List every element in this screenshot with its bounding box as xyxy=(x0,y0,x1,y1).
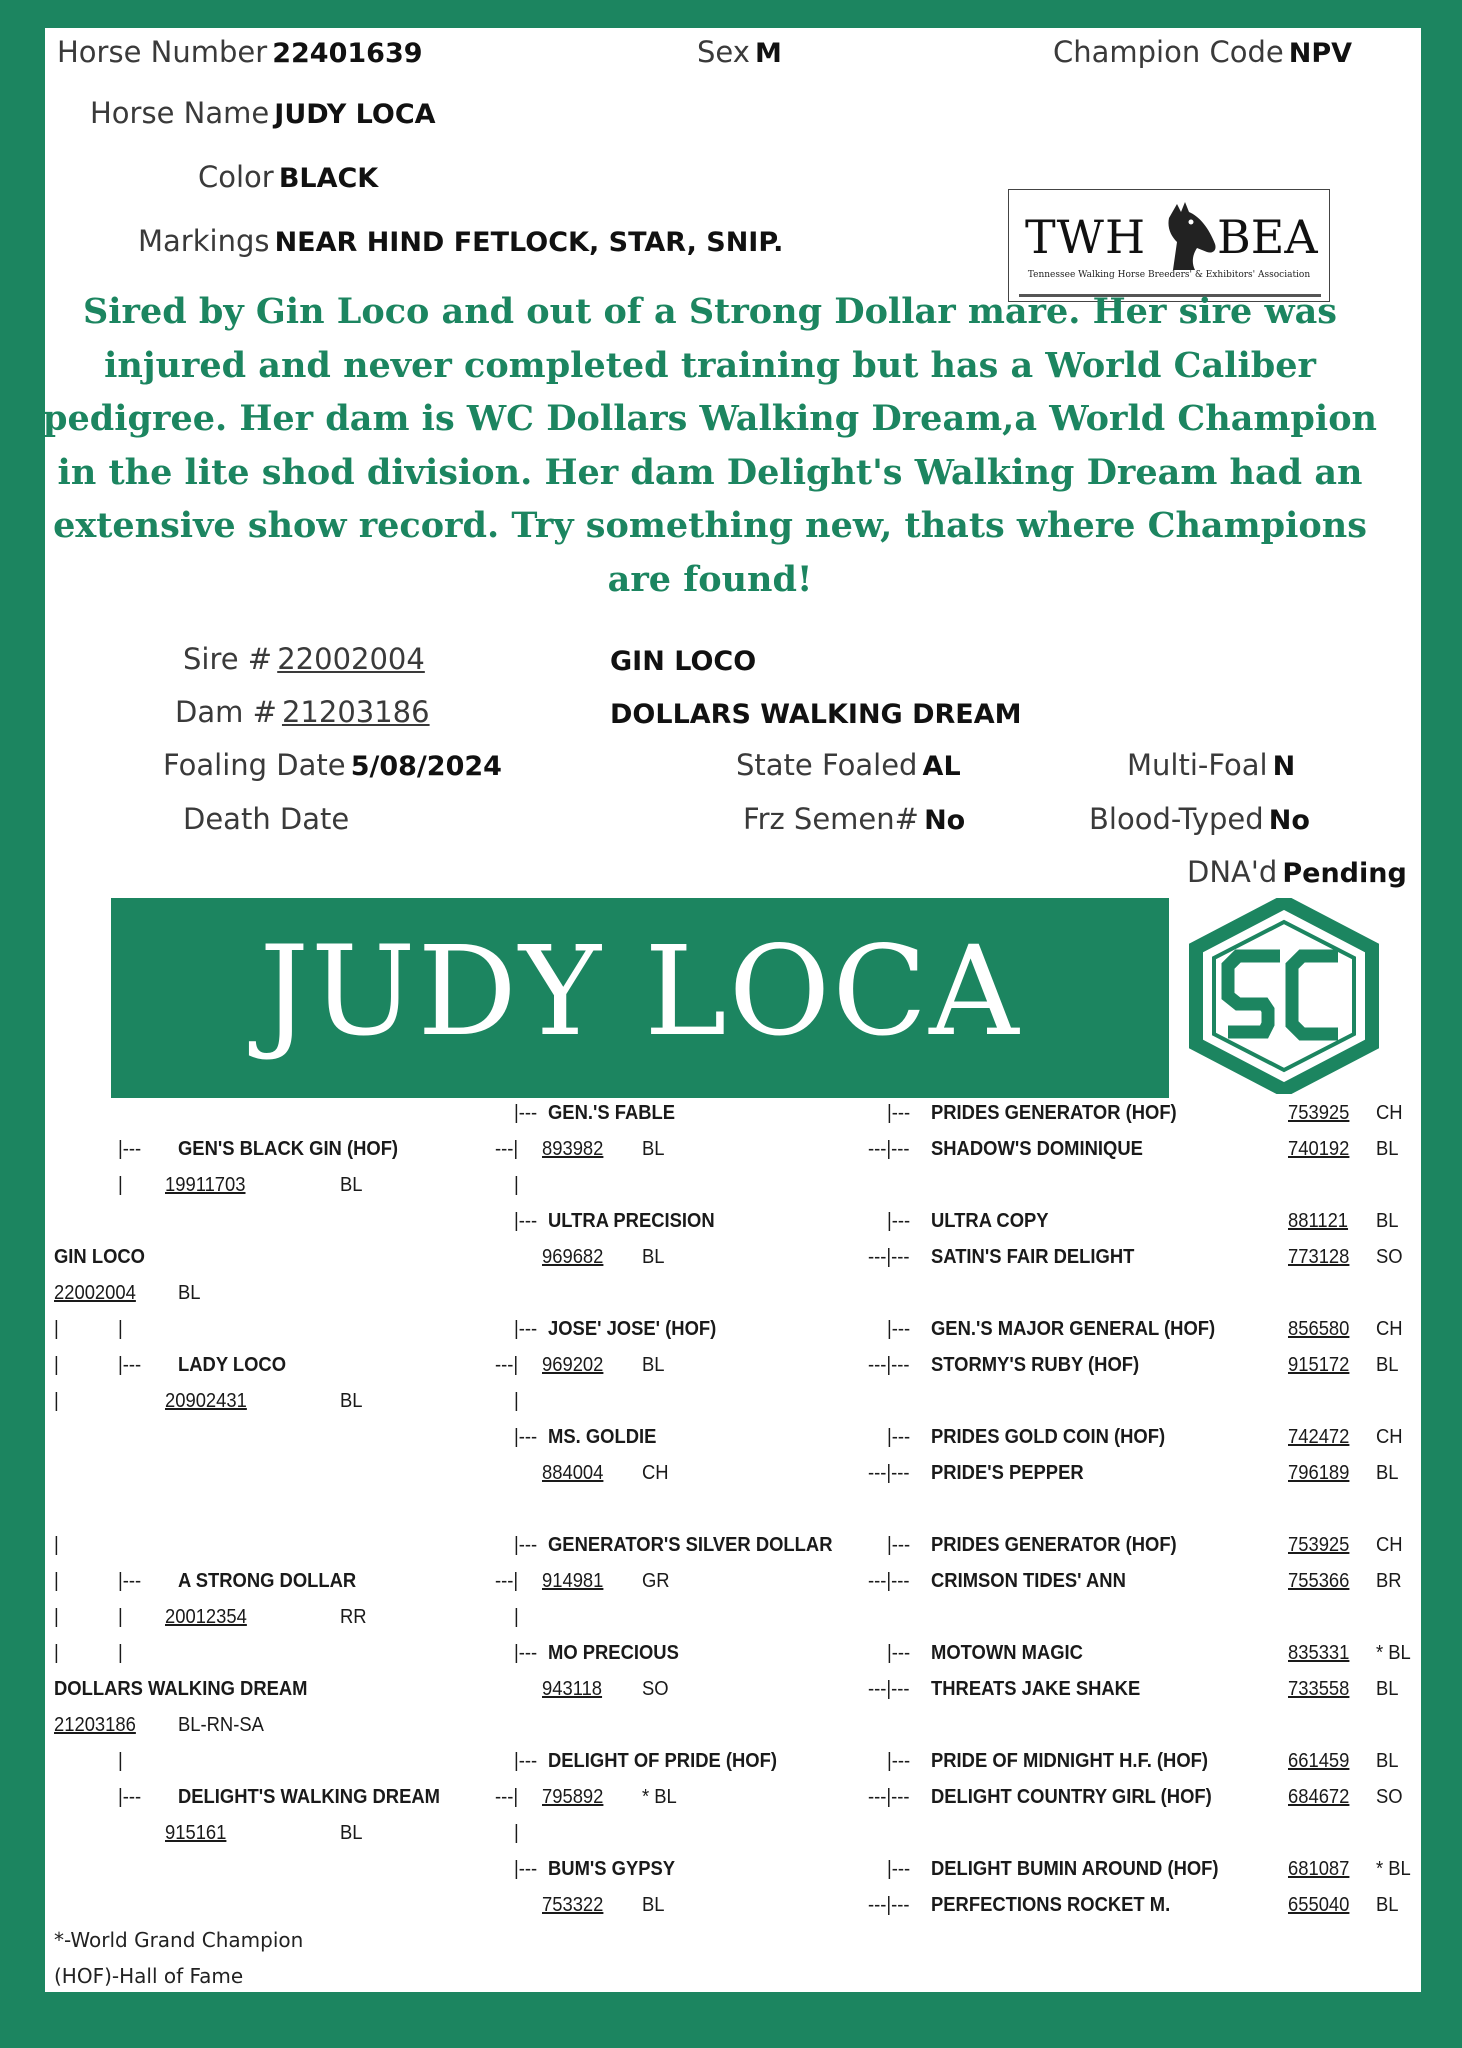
gen4-name: PRIDES GOLD COIN (HOF) xyxy=(931,1426,1166,1448)
tree-connector: | xyxy=(514,1822,519,1844)
dna-field: DNA'd Pending xyxy=(1187,855,1407,889)
gen2-number-link[interactable]: 19911703 xyxy=(165,1174,246,1196)
gen4-number-link[interactable]: 856580 xyxy=(1288,1318,1350,1340)
dam-color: BL-RN-SA xyxy=(178,1714,264,1736)
gen3-color: CH xyxy=(642,1462,669,1484)
logo-subtitle: Tennessee Walking Horse Breeders' & Exhibitors' Association xyxy=(1027,270,1311,280)
dna-value: Pending xyxy=(1282,858,1407,889)
gen4-connector: ---|--- xyxy=(868,1894,910,1916)
gen4-number-link[interactable]: 755366 xyxy=(1288,1570,1350,1592)
gen3-connector: |--- xyxy=(514,1426,538,1448)
gen2-name: LADY LOCO xyxy=(178,1354,287,1376)
markings-field: Markings NEAR HIND FETLOCK, STAR, SNIP. xyxy=(138,224,784,258)
gen4-color: BL xyxy=(1376,1354,1399,1376)
gen3-mid-connector: ---| xyxy=(495,1138,519,1160)
gen4-connector: ---|--- xyxy=(868,1570,910,1592)
gen3-name: GENERATOR'S SILVER DOLLAR xyxy=(548,1534,833,1556)
color-value: BLACK xyxy=(278,163,379,194)
tree-connector: | xyxy=(118,1750,123,1772)
horse-number-field: Horse Number 22401639 xyxy=(57,35,423,69)
gen4-color: BL xyxy=(1376,1210,1399,1232)
tree-connector: | xyxy=(54,1642,59,1664)
gen3-name: DELIGHT OF PRIDE (HOF) xyxy=(548,1750,777,1772)
gen4-color: CH xyxy=(1376,1102,1403,1124)
frz-semen-field: Frz Semen# No xyxy=(743,802,966,836)
gen3-mid-connector: ---| xyxy=(495,1786,519,1808)
gen4-number-link[interactable]: 915172 xyxy=(1288,1354,1350,1376)
gen3-connector: |--- xyxy=(514,1858,538,1880)
sex-value: M xyxy=(755,38,782,69)
gen4-color: CH xyxy=(1376,1318,1403,1340)
gen4-color: BL xyxy=(1376,1750,1399,1772)
state-foaled-field: State Foaled AL xyxy=(736,748,961,782)
gen2-color: BL xyxy=(340,1174,363,1196)
gen4-connector: ---|--- xyxy=(868,1678,910,1700)
gen2-name: DELIGHT'S WALKING DREAM xyxy=(178,1786,440,1808)
gen4-connector: |--- xyxy=(887,1750,911,1772)
gen4-name: PRIDE'S PEPPER xyxy=(931,1462,1084,1484)
gen3-name: ULTRA PRECISION xyxy=(548,1210,715,1232)
tree-connector: | xyxy=(54,1354,59,1376)
tree-connector: | xyxy=(118,1606,123,1628)
gen4-name: DELIGHT BUMIN AROUND (HOF) xyxy=(931,1858,1219,1880)
gen3-number-link[interactable]: 914981 xyxy=(542,1570,604,1592)
gen4-connector: |--- xyxy=(887,1858,911,1880)
horse-number-value: 22401639 xyxy=(272,38,423,69)
logo-letters-left: TWH xyxy=(1025,210,1147,264)
multi-foal-value: N xyxy=(1272,751,1296,782)
gen4-number-link[interactable]: 684672 xyxy=(1288,1786,1350,1808)
gen4-name: STORMY'S RUBY (HOF) xyxy=(931,1354,1140,1376)
gen4-number-link[interactable]: 753925 xyxy=(1288,1102,1350,1124)
gen4-number-link[interactable]: 753925 xyxy=(1288,1534,1350,1556)
gen3-number-link[interactable]: 943118 xyxy=(542,1678,603,1700)
gen4-color: BL xyxy=(1376,1894,1399,1916)
dam-field: Dam # 21203186 xyxy=(175,695,430,729)
gen3-color: BL xyxy=(642,1138,665,1160)
sc-monogram-icon xyxy=(1188,898,1380,1094)
gen4-name: DELIGHT COUNTRY GIRL (HOF) xyxy=(931,1786,1212,1808)
gen4-color: * BL xyxy=(1376,1858,1411,1880)
foaling-date-field: Foaling Date 5/08/2024 xyxy=(163,748,502,782)
horse-name-field: Horse Name JUDY LOCA xyxy=(90,96,436,130)
gen4-name: THREATS JAKE SHAKE xyxy=(931,1678,1141,1700)
state-foaled-value: AL xyxy=(922,751,961,782)
dam-number-link[interactable]: 21203186 xyxy=(281,695,430,729)
gen4-connector: |--- xyxy=(887,1210,911,1232)
gen3-connector: |--- xyxy=(514,1210,538,1232)
gen3-connector: |--- xyxy=(514,1318,538,1340)
gen4-color: BR xyxy=(1376,1570,1402,1592)
gen4-number-link[interactable]: 661459 xyxy=(1288,1750,1350,1772)
gen4-color: BL xyxy=(1376,1462,1399,1484)
logo-letters-right: BEA xyxy=(1217,210,1318,264)
champion-code-field: Champion Code NPV xyxy=(1053,35,1353,69)
gen3-mid-connector: ---| xyxy=(495,1354,519,1376)
horse-head-icon xyxy=(1155,198,1221,272)
gen3-color: SO xyxy=(642,1678,669,1700)
color-field: Color BLACK xyxy=(198,160,379,194)
gen4-name: PERFECTIONS ROCKET M. xyxy=(931,1894,1171,1916)
gen4-color: CH xyxy=(1376,1426,1403,1448)
gen3-connector: |--- xyxy=(514,1534,538,1556)
markings-value: NEAR HIND FETLOCK, STAR, SNIP. xyxy=(274,227,784,258)
gen4-color: SO xyxy=(1376,1786,1403,1808)
gen2-color: BL xyxy=(340,1390,363,1412)
gen2-connector: |--- xyxy=(118,1354,142,1376)
name-banner xyxy=(111,898,1169,1098)
gen3-color: GR xyxy=(642,1570,670,1592)
gen3-name: JOSE' JOSE' (HOF) xyxy=(548,1318,717,1340)
gen2-connector: |--- xyxy=(118,1570,142,1592)
gen4-connector: ---|--- xyxy=(868,1246,910,1268)
gen4-connector: ---|--- xyxy=(868,1462,910,1484)
gen2-number-link[interactable]: 915161 xyxy=(165,1822,227,1844)
gen2-number-link[interactable]: 20902431 xyxy=(165,1390,247,1412)
sire-name: GIN LOCO xyxy=(610,646,757,677)
gen4-number-link[interactable]: 681087 xyxy=(1288,1858,1350,1880)
gen3-name: BUM'S GYPSY xyxy=(548,1858,676,1880)
gen4-color: SO xyxy=(1376,1246,1403,1268)
gen2-connector: |--- xyxy=(118,1786,142,1808)
sire-field: Sire # 22002004 xyxy=(183,642,425,676)
gen4-name: GEN.'S MAJOR GENERAL (HOF) xyxy=(931,1318,1216,1340)
gen3-number-link[interactable]: 753322 xyxy=(542,1894,604,1916)
gen4-name: PRIDE OF MIDNIGHT H.F. (HOF) xyxy=(931,1750,1209,1772)
frz-semen-value: No xyxy=(924,805,966,836)
footnote-world-grand-champion: *-World Grand Champion xyxy=(54,1928,304,1952)
footnote-hall-of-fame: (HOF)-Hall of Fame xyxy=(54,1964,244,1988)
gen4-name: PRIDES GENERATOR (HOF) xyxy=(931,1102,1177,1124)
tree-connector: | xyxy=(54,1606,59,1628)
gen2-connector: |--- xyxy=(118,1138,142,1160)
gen4-number-link[interactable]: 655040 xyxy=(1288,1894,1350,1916)
gen4-color: CH xyxy=(1376,1534,1403,1556)
gen3-number-link[interactable]: 969682 xyxy=(542,1246,604,1268)
gen4-connector: |--- xyxy=(887,1642,911,1664)
gen4-connector: |--- xyxy=(887,1426,911,1448)
champion-code-value: NPV xyxy=(1288,38,1353,69)
tree-connector: | xyxy=(54,1390,59,1412)
dam-number-link[interactable]: 21203186 xyxy=(54,1714,136,1736)
gen2-color: BL xyxy=(340,1822,363,1844)
description-text: Sired by Gin Loco and out of a Strong Dollar mare. Her sire was injured and never completed training but has a World Caliber pedigree. Her dam is WC Dollars Walking Dream,a World Champion in the lite shod division. Her dam Delight's Walking Dream had an extensive show record. Try something new, thats where Champions are found! xyxy=(43,291,1377,600)
foaling-date-value: 5/08/2024 xyxy=(350,751,502,782)
gen2-name: GEN'S BLACK GIN (HOF) xyxy=(178,1138,399,1160)
tree-connector: | xyxy=(118,1318,123,1340)
gen4-connector: ---|--- xyxy=(868,1354,910,1376)
tree-connector: | xyxy=(514,1390,519,1412)
gen4-number-link[interactable]: 733558 xyxy=(1288,1678,1350,1700)
gen3-number-link[interactable]: 969202 xyxy=(542,1354,604,1376)
gen3-color: BL xyxy=(642,1246,665,1268)
gen3-color: BL xyxy=(642,1354,665,1376)
gen3-number-link[interactable]: 893982 xyxy=(542,1138,604,1160)
gen3-color: * BL xyxy=(642,1786,677,1808)
gen4-connector: |--- xyxy=(887,1318,911,1340)
tree-connector: | xyxy=(514,1174,519,1196)
gen4-number-link[interactable]: 742472 xyxy=(1288,1426,1350,1448)
gen4-connector: |--- xyxy=(887,1102,911,1124)
gen3-name: GEN.'S FABLE xyxy=(548,1102,676,1124)
gen4-name: SHADOW'S DOMINIQUE xyxy=(931,1138,1143,1160)
blood-typed-value: No xyxy=(1268,805,1310,836)
gen3-mid-connector: ---| xyxy=(495,1570,519,1592)
sex-field: Sex M xyxy=(697,35,782,69)
gen3-connector: |--- xyxy=(514,1102,538,1124)
gen4-number-link[interactable]: 881121 xyxy=(1288,1210,1349,1232)
gen3-name: MS. GOLDIE xyxy=(548,1426,657,1448)
gen2-number-link[interactable]: 20012354 xyxy=(165,1606,247,1628)
gen4-number-link[interactable]: 740192 xyxy=(1288,1138,1350,1160)
tree-connector: | xyxy=(54,1318,59,1340)
multi-foal-field: Multi-Foal N xyxy=(1127,748,1296,782)
gen3-connector: |--- xyxy=(514,1750,538,1772)
gen3-color: BL xyxy=(642,1894,665,1916)
dam-name: DOLLARS WALKING DREAM xyxy=(610,699,1022,730)
gen4-number-link[interactable]: 835331 xyxy=(1288,1642,1350,1664)
tree-connector: | xyxy=(54,1534,59,1556)
gen2-color: RR xyxy=(340,1606,367,1628)
gen4-name: CRIMSON TIDES' ANN xyxy=(931,1570,1126,1592)
gen3-number-link[interactable]: 884004 xyxy=(542,1462,604,1484)
banner-horse-name: JUDY LOCA xyxy=(259,920,1021,1064)
sire-color: BL xyxy=(178,1282,201,1304)
gen4-number-link[interactable]: 796189 xyxy=(1288,1462,1350,1484)
horse-name-value: JUDY LOCA xyxy=(274,99,436,130)
gen4-color: BL xyxy=(1376,1138,1399,1160)
gen4-connector: ---|--- xyxy=(868,1138,910,1160)
gen4-color: * BL xyxy=(1376,1642,1411,1664)
sire-number-link[interactable]: 22002004 xyxy=(54,1282,136,1304)
gen4-connector: |--- xyxy=(887,1534,911,1556)
gen2-name: A STRONG DOLLAR xyxy=(178,1570,357,1592)
sire-name: GIN LOCO xyxy=(54,1246,145,1268)
gen3-connector: |--- xyxy=(514,1642,538,1664)
tree-connector: | xyxy=(514,1606,519,1628)
gen4-connector: ---|--- xyxy=(868,1786,910,1808)
gen4-name: PRIDES GENERATOR (HOF) xyxy=(931,1534,1177,1556)
gen4-color: BL xyxy=(1376,1678,1399,1700)
death-date-label: Death Date xyxy=(183,802,350,836)
tree-connector: | xyxy=(118,1174,123,1196)
gen4-number-link[interactable]: 773128 xyxy=(1288,1246,1350,1268)
dam-name: DOLLARS WALKING DREAM xyxy=(54,1678,308,1700)
sire-number-link[interactable]: 22002004 xyxy=(277,642,425,676)
blood-typed-field: Blood-Typed No xyxy=(1089,802,1310,836)
gen4-name: MOTOWN MAGIC xyxy=(931,1642,1083,1664)
gen3-name: MO PRECIOUS xyxy=(548,1642,679,1664)
tree-connector: | xyxy=(54,1570,59,1592)
gen4-name: SATIN'S FAIR DELIGHT xyxy=(931,1246,1135,1268)
gen4-name: ULTRA COPY xyxy=(931,1210,1049,1232)
gen3-number-link[interactable]: 795892 xyxy=(542,1786,604,1808)
tree-connector: | xyxy=(118,1642,123,1664)
